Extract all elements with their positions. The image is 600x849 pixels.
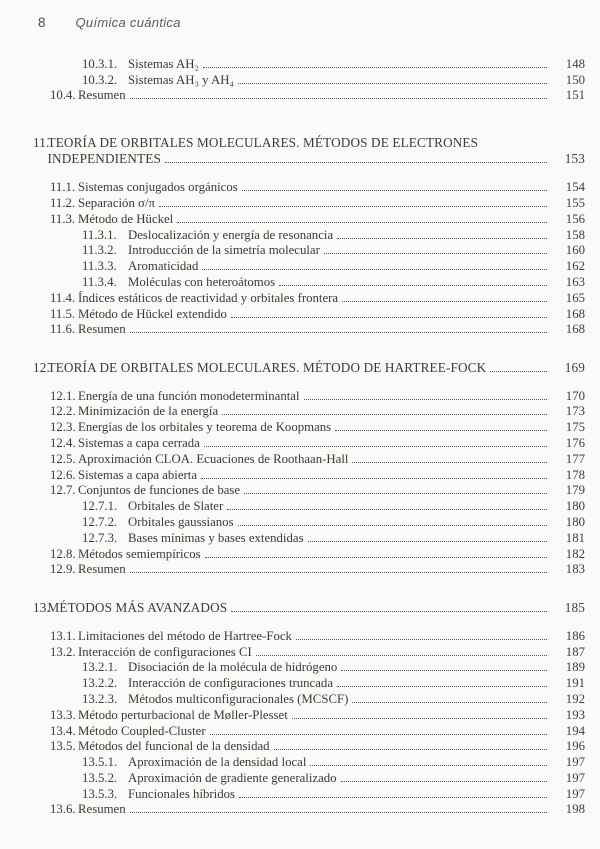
toc-entry-number: 11.2.: [50, 195, 76, 210]
toc-entry-page: 196: [565, 739, 585, 754]
toc-entry-label: Métodos semiempíricos: [78, 546, 201, 561]
toc-entry: [0, 769, 600, 785]
dot-leader: [292, 718, 547, 719]
toc-entry-label: Resumen: [78, 322, 126, 337]
toc-entry-label: Sistemas conjugados orgánicos: [78, 180, 238, 195]
toc-entry-label: Orbitales de Slater: [128, 499, 224, 514]
dot-leader: [130, 812, 547, 813]
toc-section-heading: [0, 133, 600, 166]
toc-entry-page: 170: [565, 388, 585, 403]
toc-entry-label: Funcionales híbridos: [128, 786, 235, 801]
dot-leader: [341, 781, 547, 782]
toc-entry-page: 197: [565, 770, 585, 785]
toc-entry-number: 12.9.: [50, 562, 76, 577]
toc-entry: [0, 706, 600, 722]
toc-entry-page: 168: [565, 306, 585, 321]
toc-entry-label: Métodos multiconfiguracionales (MCSCF): [128, 691, 349, 706]
toc-entry-number: 11.5.: [50, 306, 76, 321]
dot-leader: [242, 190, 547, 191]
toc-entry-page: 177: [565, 451, 585, 466]
toc-entry-label: Bases mínimas y bases extendidas: [128, 530, 304, 545]
dot-leader: [238, 83, 547, 84]
toc-entry-number: 10.3.2.: [82, 72, 118, 87]
toc-entry-label: Deslocalización y energía de resonancia: [128, 227, 334, 242]
toc-section-heading: [0, 358, 600, 375]
toc-entry-number: 11.3.3.: [82, 259, 117, 274]
toc-entry-number: 12.1.: [50, 388, 76, 403]
toc-entry-label: Sistemas AH₃ y AH₄: [128, 72, 234, 87]
dot-leader: [296, 639, 547, 640]
toc-entry-number: 12.8.: [50, 546, 76, 561]
toc-entry-label: Método de Hückel extendido: [78, 306, 227, 321]
dot-leader: [308, 541, 547, 542]
toc-entry-number: 12.7.: [50, 483, 76, 498]
toc-entry-number: 12.7.3.: [82, 530, 118, 545]
toc-entry-number: 11.4.: [50, 290, 76, 305]
toc-entry: [0, 178, 600, 194]
toc-heading-label: TEORÍA DE ORBITALES MOLECULARES. MÉTODOS DE ELECTRONES: [47, 134, 479, 150]
toc-entry-number: 11.3.1.: [82, 227, 117, 242]
toc-entry-page: 148: [565, 56, 585, 71]
toc-entry-label: Método perturbacional de Møller-Plesset: [78, 707, 288, 722]
toc-heading-number: 12.: [33, 359, 50, 375]
toc-entry-page: 194: [565, 723, 585, 738]
toc-entry-page: 198: [565, 802, 585, 817]
toc-entry-page: 191: [565, 676, 585, 691]
toc-entry: [0, 210, 600, 226]
toc-heading-line: [0, 150, 600, 167]
toc-entry-number: 11.1.: [50, 180, 76, 195]
toc-entry-page: 160: [565, 243, 585, 258]
toc-entry-label: Disociación de la molécula de hidrógeno: [128, 660, 338, 675]
toc-entry-page: 186: [565, 628, 585, 643]
toc-entry: [0, 257, 600, 273]
dot-leader: [274, 749, 547, 750]
toc-entry: [0, 529, 600, 545]
toc-entry-number: 13.6.: [50, 802, 76, 817]
dot-leader: [231, 611, 547, 612]
toc-entry: [0, 785, 600, 801]
dot-leader: [204, 446, 547, 447]
toc-entry-page: 187: [565, 644, 585, 659]
dot-leader: [210, 734, 547, 735]
toc-entry-number: 11.3.: [50, 211, 76, 226]
toc-entry-number: 13.3.: [50, 707, 76, 722]
toc-entry-label: Resumen: [78, 802, 126, 817]
toc-entry-label: Sistemas AH₂: [128, 56, 199, 71]
toc-entry-page: 168: [565, 322, 585, 337]
toc-entry-page: 192: [565, 691, 585, 706]
toc-entry-page: 163: [565, 274, 585, 289]
toc-entry-page: 155: [565, 195, 585, 210]
toc-heading-line: [0, 358, 600, 375]
toc-entry: [0, 273, 600, 289]
toc-entry-page: 162: [565, 259, 585, 274]
dot-leader: [130, 332, 547, 333]
toc-entry-label: Aromaticidad: [128, 259, 199, 274]
toc-entry: [0, 466, 600, 482]
toc-entry: [0, 71, 600, 87]
toc-entry: [0, 418, 600, 434]
toc-entry-label: Aproximación de la densidad local: [128, 755, 307, 770]
toc-items-block: [0, 627, 600, 817]
toc-entry: [0, 55, 600, 71]
toc-entry-page: 176: [565, 436, 585, 451]
toc-entry-page: 156: [565, 211, 585, 226]
toc-items-block: [0, 55, 600, 102]
running-title: Química cuántica: [75, 15, 181, 30]
toc-entry-page: 180: [565, 515, 585, 530]
dot-leader: [490, 371, 547, 372]
toc-entry-page: 197: [565, 755, 585, 770]
toc-entry: [0, 226, 600, 242]
toc-entry-label: Índices estáticos de reactividad y orbitales frontera: [78, 290, 339, 305]
toc-entry-label: Interacción de configuraciones CI: [78, 644, 252, 659]
toc-entry: [0, 722, 600, 738]
toc-items-block: [0, 387, 600, 577]
toc-heading-page: 185: [564, 599, 585, 615]
toc-entry: [0, 321, 600, 337]
toc-entry: [0, 801, 600, 817]
toc-heading-label: MÉTODOS MÁS AVANZADOS: [47, 599, 228, 615]
toc-entry-page: 173: [565, 404, 585, 419]
dot-leader: [205, 557, 547, 558]
toc-entry-label: Energía de una función monodeterminantal: [78, 388, 300, 403]
toc-entry-page: 197: [565, 786, 585, 801]
toc-entry: [0, 242, 600, 258]
toc-entry-number: 13.2.: [50, 644, 76, 659]
toc-entry-label: Resumen: [78, 88, 126, 103]
toc-heading-line: [0, 133, 600, 150]
dot-leader: [256, 655, 547, 656]
toc-items-block: [0, 178, 600, 336]
toc-entry-page: 175: [565, 420, 585, 435]
dot-leader: [238, 525, 547, 526]
toc-entry-page: 189: [565, 660, 585, 675]
toc-entry: [0, 497, 600, 513]
toc-entry: [0, 690, 600, 706]
toc-entry: [0, 738, 600, 754]
toc-entry-number: 12.5.: [50, 451, 76, 466]
toc-entry: [0, 561, 600, 577]
toc-entry-label: Método de Hückel: [78, 211, 174, 226]
toc-entry-number: 12.3.: [50, 420, 76, 435]
toc-entry-label: Energías de los orbitales y teorema de Koopmans: [78, 420, 332, 435]
toc-entry-number: 13.5.: [50, 739, 76, 754]
toc-entry-number: 10.3.1.: [82, 56, 118, 71]
toc-entry-number: 11.3.2.: [82, 243, 117, 258]
dot-leader: [324, 253, 547, 254]
dot-leader: [335, 430, 547, 431]
toc-entry-label: Minimización de la energía: [78, 404, 219, 419]
toc-section-heading: [0, 598, 600, 615]
toc-entry: [0, 643, 600, 659]
toc-entry-label: Orbitales gaussianos: [128, 515, 234, 530]
toc-heading-number: 13.: [33, 599, 50, 615]
dot-leader: [337, 238, 547, 239]
toc-entry-label: Separación σ/π: [78, 195, 155, 210]
toc-entry-page: 165: [565, 290, 585, 305]
toc-entry-number: 12.2.: [50, 404, 76, 419]
toc-entry-number: 13.5.2.: [82, 770, 118, 785]
dot-leader: [130, 98, 547, 99]
dot-leader: [231, 317, 547, 318]
toc-entry: [0, 403, 600, 419]
toc-heading-label: TEORÍA DE ORBITALES MOLECULARES. MÉTODO DE HARTREE-FOCK: [47, 359, 487, 375]
toc-entry-number: 12.4.: [50, 436, 76, 451]
toc-entry-label: Método Coupled-Cluster: [78, 723, 206, 738]
dot-leader: [310, 765, 547, 766]
dot-leader: [244, 493, 547, 494]
toc-entry-label: Aproximación CLOA. Ecuaciones de Roothaan-Hall: [78, 451, 349, 466]
toc-entry: [0, 194, 600, 210]
toc-entry-page: 150: [565, 72, 585, 87]
toc-entry: [0, 305, 600, 321]
toc-entry-label: Introducción de la simetría molecular: [128, 243, 320, 258]
toc-entry-page: 154: [565, 180, 585, 195]
toc-entry-number: 13.2.2.: [82, 676, 118, 691]
toc-heading-line: [0, 598, 600, 615]
toc-entry-number: 10.4.: [50, 88, 76, 103]
dot-leader: [239, 797, 547, 798]
toc-entry-page: 183: [565, 562, 585, 577]
toc-entry-label: Conjuntos de funciones de base: [78, 483, 241, 498]
dot-leader: [304, 399, 547, 400]
toc-entry-page: 179: [565, 483, 585, 498]
dot-leader: [352, 702, 547, 703]
toc-entry: [0, 659, 600, 675]
toc-entry-label: Moléculas con heteroátomos: [128, 274, 276, 289]
dot-leader: [279, 285, 547, 286]
toc-entry-page: 182: [565, 546, 585, 561]
toc-entry-number: 13.5.3.: [82, 786, 118, 801]
toc-entry-page: 180: [565, 499, 585, 514]
toc-entry-page: 178: [565, 467, 585, 482]
dot-leader: [227, 509, 547, 510]
toc-entry-number: 11.6.: [50, 322, 76, 337]
toc-entry-number: 12.6.: [50, 467, 76, 482]
toc-entry: [0, 289, 600, 305]
dot-leader: [337, 686, 547, 687]
dot-leader: [202, 269, 547, 270]
folio-page-number: 8: [38, 15, 46, 30]
toc-entry: [0, 627, 600, 643]
toc-entry-page: 158: [565, 227, 585, 242]
toc-entry-label: Aproximación de gradiente generalizado: [128, 770, 337, 785]
dot-leader: [222, 414, 547, 415]
toc-heading-number: 11.: [33, 134, 50, 150]
toc-entry-number: 13.2.1.: [82, 660, 118, 675]
toc-entry-label: Sistemas a capa cerrada: [78, 436, 200, 451]
dot-leader: [177, 222, 547, 223]
toc-entry-label: Interacción de configuraciones truncada: [128, 676, 334, 691]
toc-entry-number: 13.5.1.: [82, 755, 118, 770]
toc-heading-page: 153: [564, 151, 585, 167]
toc-entry: [0, 450, 600, 466]
toc-heading-page: 169: [564, 359, 585, 375]
toc-entry: [0, 545, 600, 561]
toc-entry: [0, 674, 600, 690]
toc-entry: [0, 513, 600, 529]
dot-leader: [352, 462, 547, 463]
toc-entry-number: 12.7.1.: [82, 499, 118, 514]
dot-leader: [342, 301, 547, 302]
dot-leader: [201, 478, 547, 479]
toc-entry-number: 13.4.: [50, 723, 76, 738]
toc-entry: [0, 482, 600, 498]
toc-entry: [0, 87, 600, 103]
toc-heading-label: INDEPENDIENTES: [47, 151, 161, 167]
toc-entry-page: 193: [565, 707, 585, 722]
toc-entry: [0, 434, 600, 450]
dot-leader: [165, 162, 547, 163]
toc-entry-number: 12.7.2.: [82, 515, 118, 530]
toc-entry-number: 13.1.: [50, 628, 76, 643]
dot-leader: [203, 67, 547, 68]
toc-entry-label: Métodos del funcional de la densidad: [78, 739, 270, 754]
toc-entry: [0, 387, 600, 403]
toc-entry-label: Resumen: [78, 562, 126, 577]
toc-entry-number: 13.2.3.: [82, 691, 118, 706]
toc-entry-page: 181: [565, 530, 585, 545]
toc-entry-label: Limitaciones del método de Hartree-Fock: [78, 628, 292, 643]
toc-entry-page: 151: [565, 88, 585, 103]
toc-entry-label: Sistemas a capa abierta: [78, 467, 198, 482]
dot-leader: [159, 206, 547, 207]
dot-leader: [130, 572, 547, 573]
toc-entry-number: 11.3.4.: [82, 274, 117, 289]
dot-leader: [341, 670, 547, 671]
toc-entry: [0, 753, 600, 769]
